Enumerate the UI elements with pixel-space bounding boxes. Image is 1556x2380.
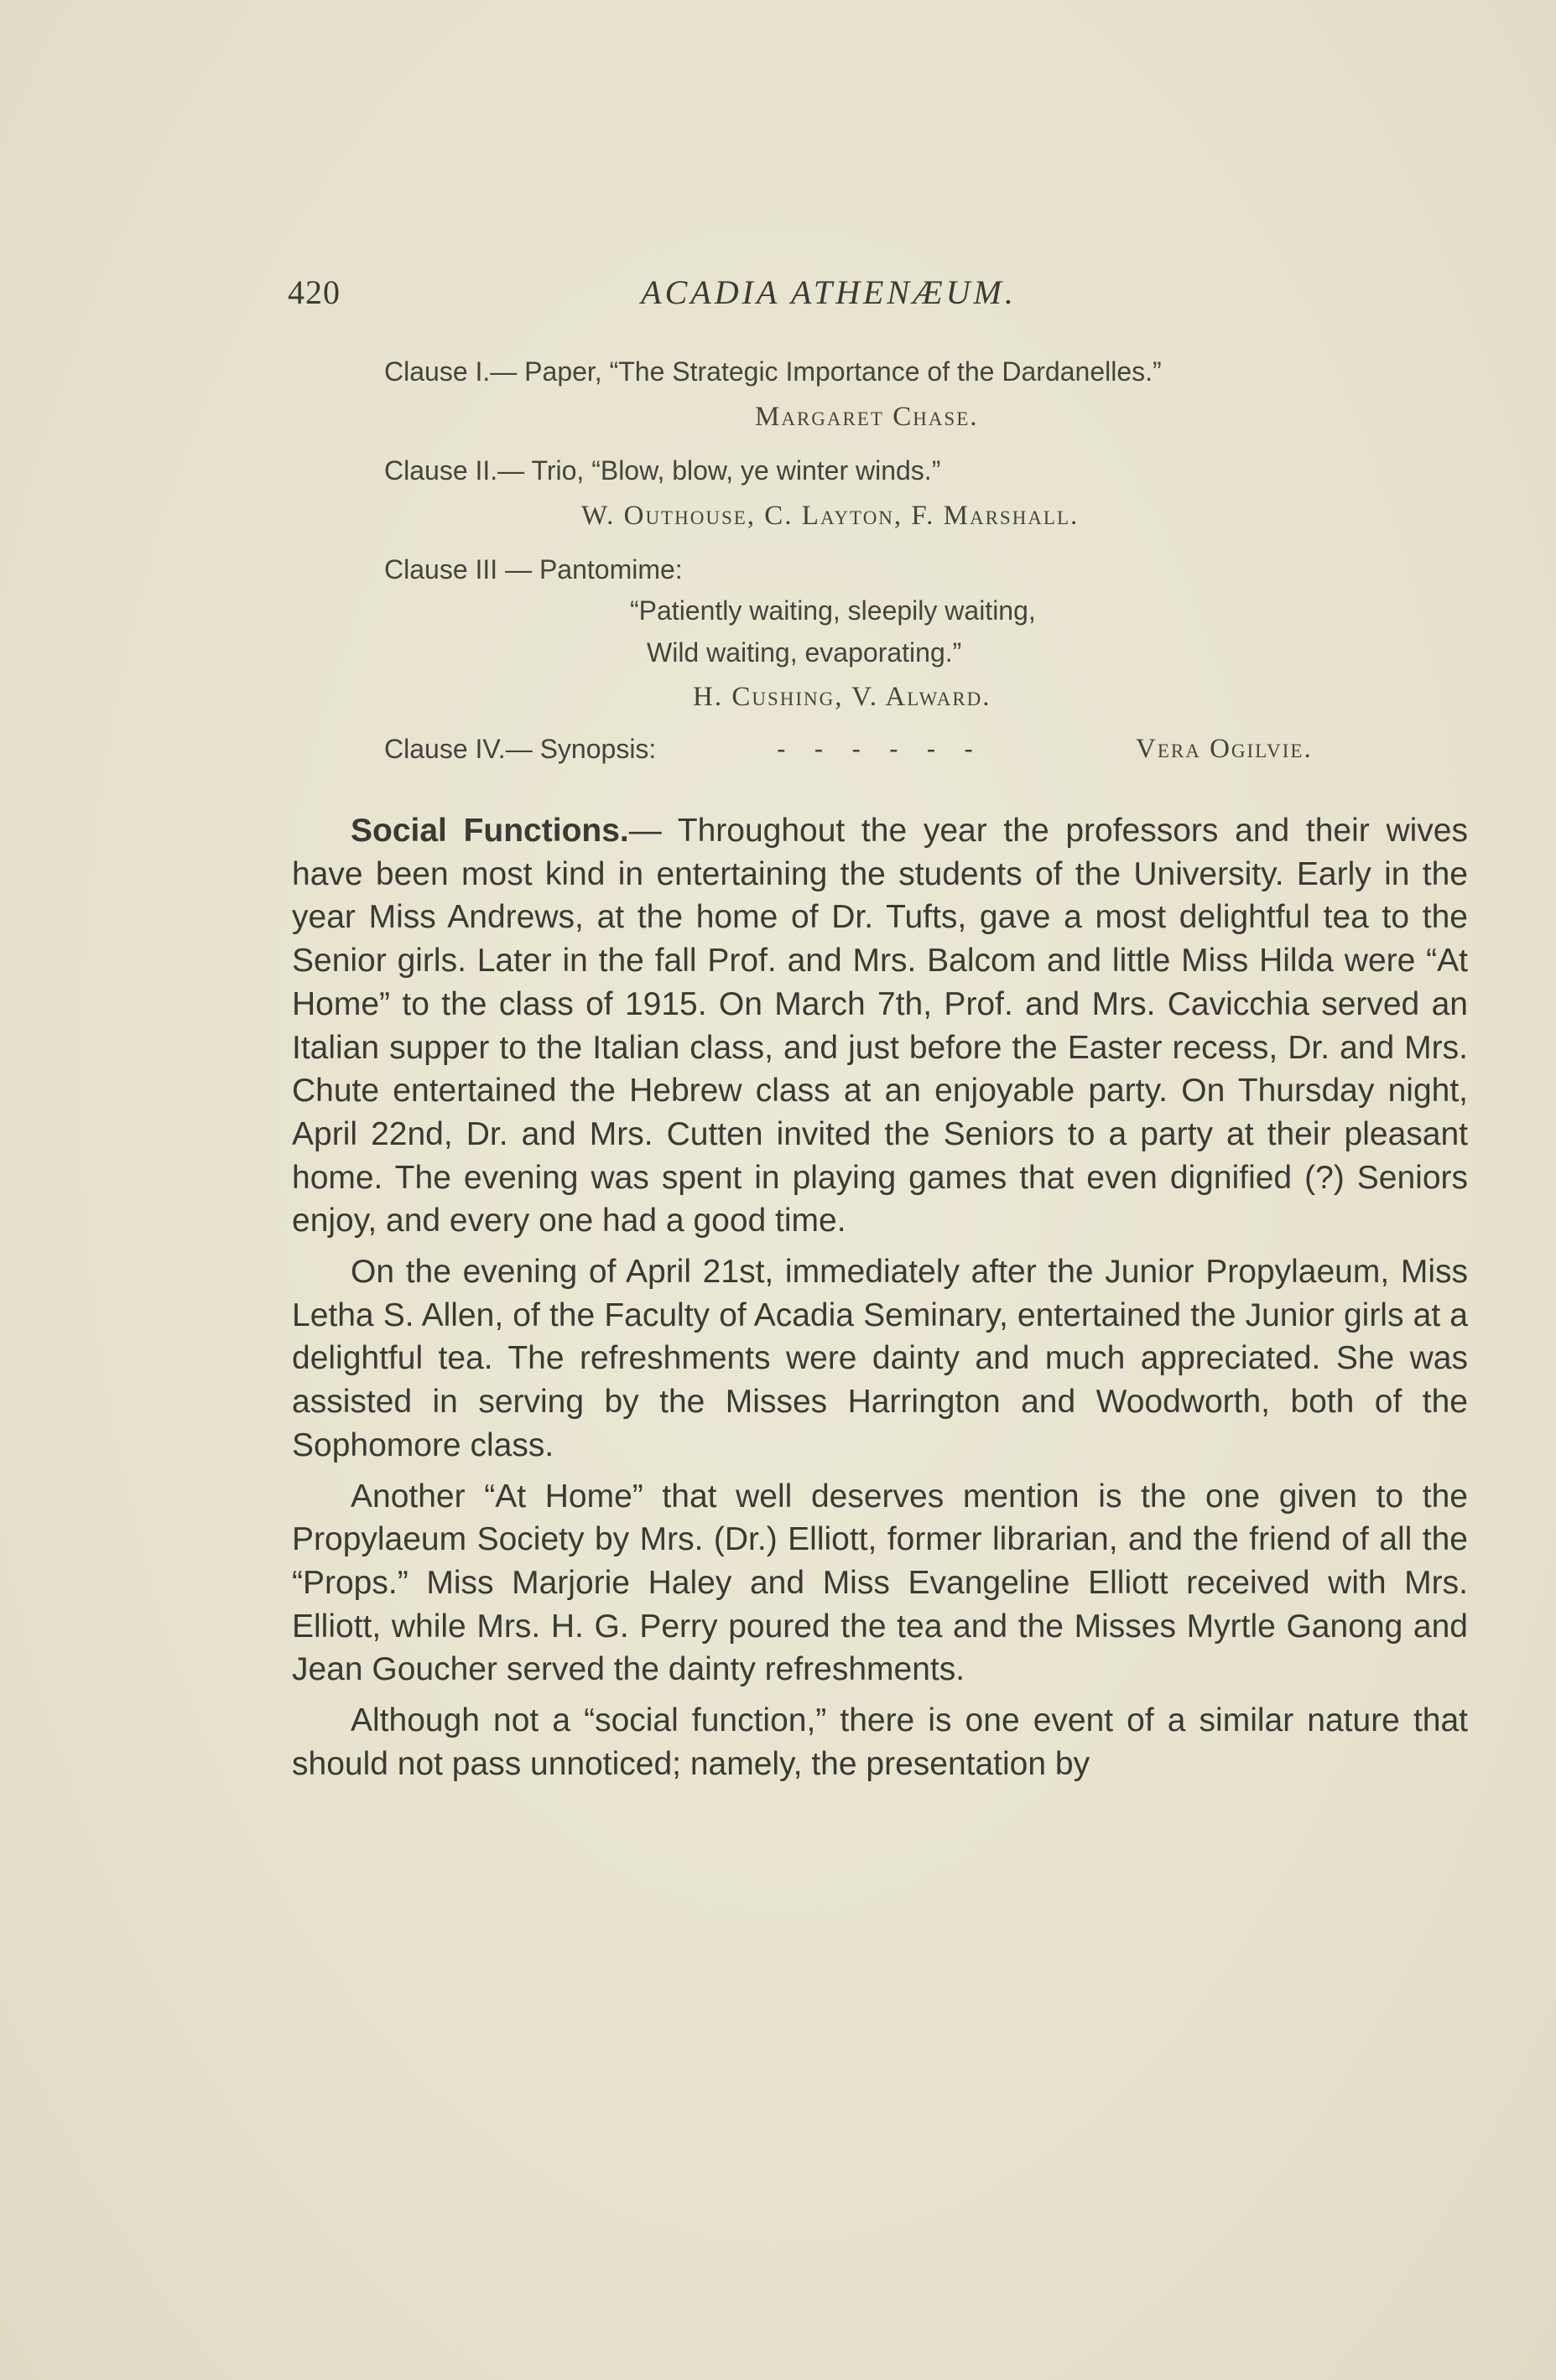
clause-1-performer: Margaret Chase. [755, 402, 979, 432]
clause-2-performer: W. Outhouse, C. Layton, F. Marshall. [581, 501, 1080, 531]
clause-3-performer: H. Cushing, V. Alward. [693, 682, 991, 712]
clause-3-label: Clause III — Pantomime: [384, 554, 683, 585]
paragraph-1-text: — Throughout the year the professors and their wives have been most kind in entertaining the students of the University. Early in the year Miss Andrews, at the home of Dr. Tufts, gave a most delightful tea to the Senior girls. Later in the fall Prof. and Mrs. Balcom and little Miss Hilda were “At Home” to the class of 1915. On March 7th, Prof. and Mrs. Cavicchia served an Italian supper to the Italian class, and just before the Easter recess, Dr. and Mrs. Chute entertained the Hebrew class at an enjoyable party. On Thursday night, April 22nd, Dr. and Mrs. Cutten invited the Seniors to a party at their pleasant home. The evening was spent in playing games that even dignified (?) Seniors enjoy, and every one had a good time. [292, 813, 1469, 1239]
clause-1-label: Clause I.— Paper, “The Strategic Importance of the Dardanelles.” [384, 356, 1162, 387]
clause-2-label: Clause II.— Trio, “Blow, blow, ye winter winds.” [384, 455, 941, 486]
paragraph-4: Although not a “social function,” there is one event of a similar nature that should not pass unnoticed; namely, the presentation by [292, 1702, 1468, 1782]
page-number: 420 [288, 273, 341, 311]
clause-3-verse-line-1: “Patiently waiting, sleepily waiting, [630, 595, 1036, 626]
running-head [288, 273, 1470, 323]
paragraph-2: On the evening of April 21st, immediately after the Junior Propylaeum, Miss Letha S. Allen, of the Faculty of Acadia Seminary, entertained the Junior girls at a delightful tea. The refreshments were dainty and much appreciated. She was assisted in serving by the Misses Harrington and Woodworth, both of the Sophomore class. [292, 1254, 1468, 1463]
paragraph-3: Another “At Home” that well deserves mention is the one given to the Propylaeum Society by Mrs. (Dr.) Elliott, former librarian, and the friend of all the “Props.” Miss Marjorie Haley and Miss Evangeline Elliott received with Mrs. Elliott, while Mrs. H. G. Perry poured the tea and the Misses Myrtle Ganong and Jean Goucher served the dainty refreshments. [292, 1478, 1468, 1688]
clause-4-dashes: ------ [777, 734, 1002, 764]
paragraph-1 [292, 809, 1468, 1243]
clause-4-label: Clause IV.— Synopsis: [384, 734, 657, 764]
article-body [292, 809, 1468, 1793]
section-heading: Social Functions. [351, 813, 629, 849]
clause-3-verse-line-2: Wild waiting, evaporating.” [647, 637, 962, 668]
clause-4-performer: Vera Ogilvie. [1136, 734, 1313, 764]
journal-title: ACADIA ATHENÆUM. [641, 273, 1017, 311]
